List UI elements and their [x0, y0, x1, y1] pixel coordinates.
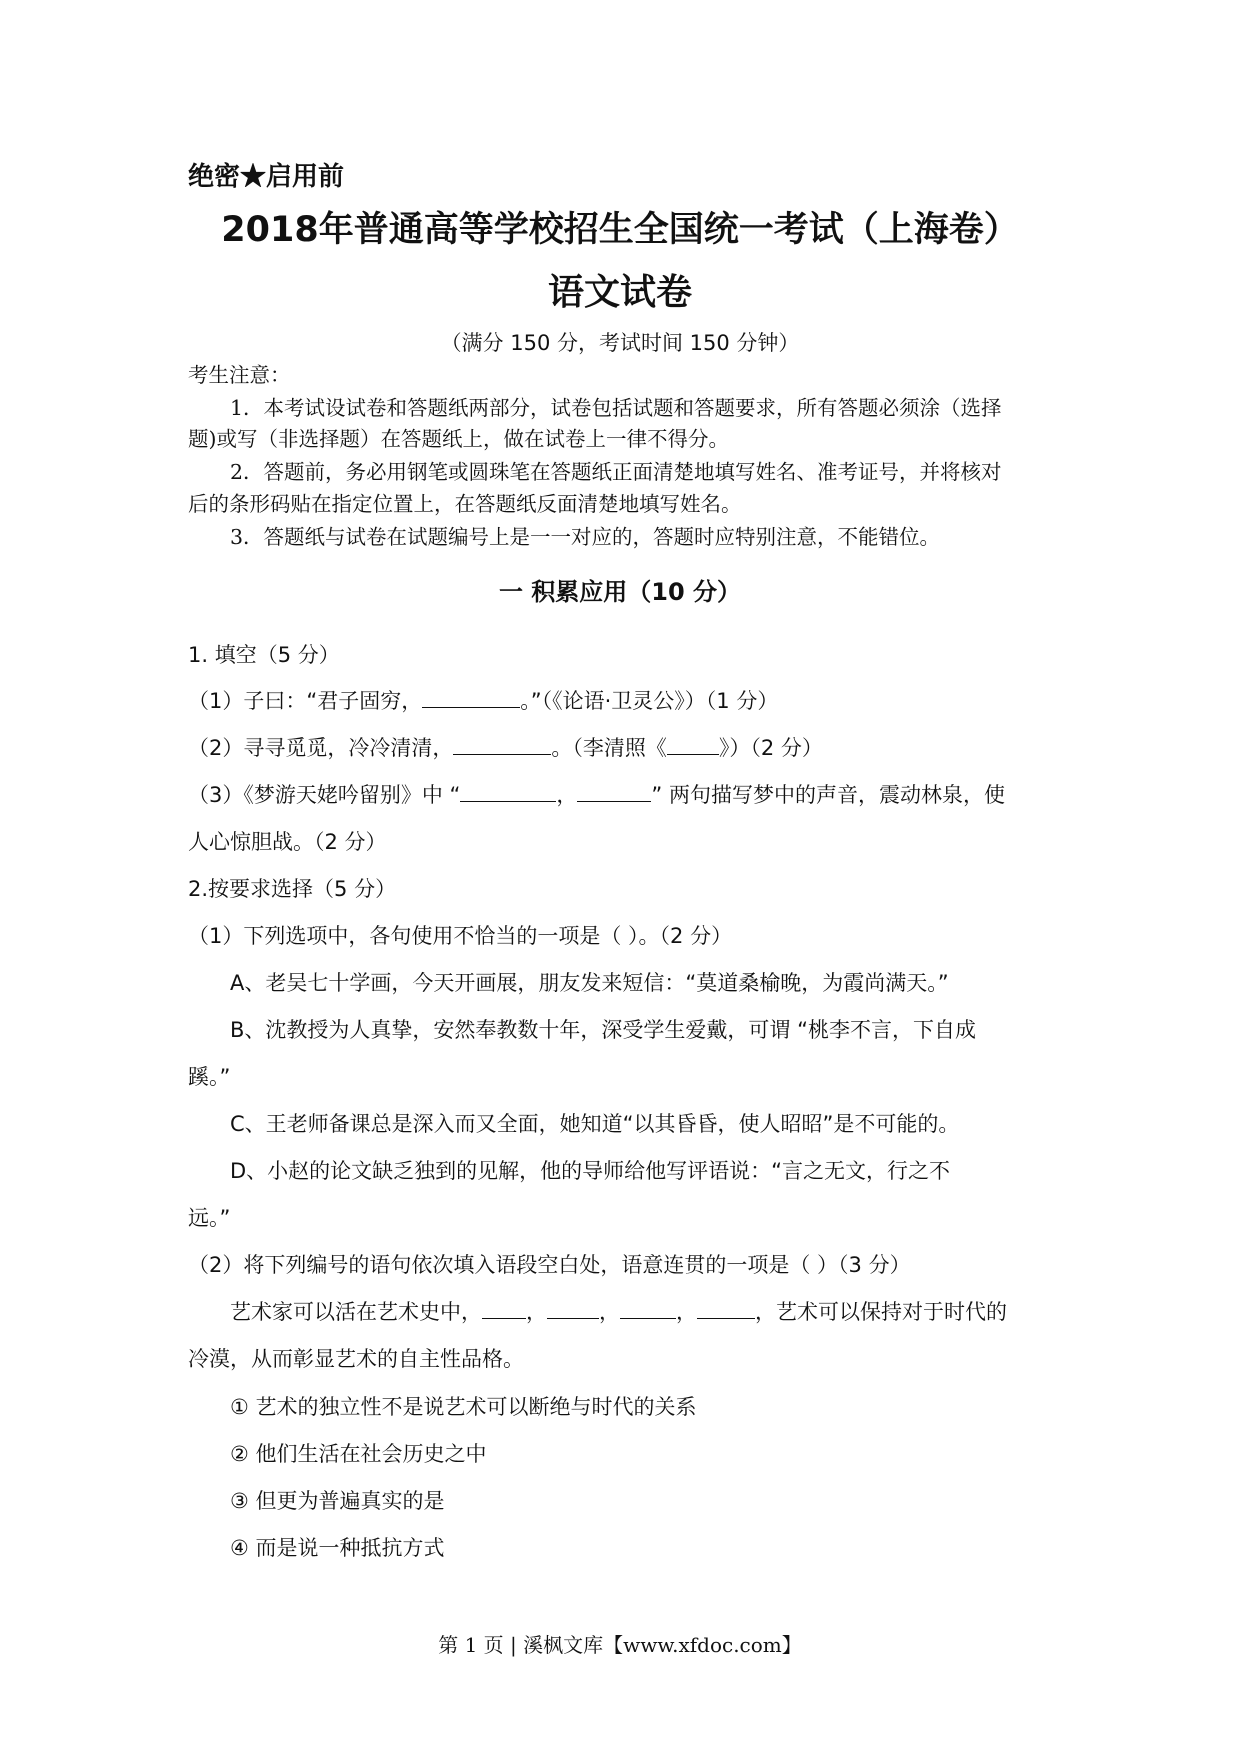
q1-part2-text-a: （2）寻寻觅觅，冷冷清清， — [188, 736, 454, 760]
q1-part3-text-a: （3）《梦游天姥吟留别》中 “ — [188, 783, 461, 807]
q1-part1-text-a: （1）子曰：“君子固穷， — [188, 689, 423, 713]
q1-part3-text-b: ， — [556, 783, 578, 807]
sentence-2: ② 他们生活在社会历史之中 — [230, 1442, 487, 1466]
answer-blank — [453, 734, 551, 755]
sentence-4: ④ 而是说一种抵抗方式 — [230, 1536, 445, 1560]
notice-item-1: 1．本考试设试卷和答题纸两部分，试卷包括试题和答题要求，所有答题必须涂（选择 — [230, 396, 1002, 420]
option-b: B、沈教授为人真挚，安然奉教数十年，深受学生爱戴，可谓 “桃李不言，下自成 — [230, 1018, 976, 1042]
comma: ， — [676, 1300, 697, 1324]
q2-sub2: （2）将下列编号的语句依次填入语段空白处，语意连贯的一项是（ ）（3 分） — [188, 1253, 911, 1277]
notice-item-3: 3．答题纸与试卷在试题编号上是一一对应的，答题时应特别注意，不能错位。 — [230, 525, 941, 549]
option-d: D、小赵的论文缺乏独到的见解，他的导师给他写评语说：“言之无文，行之不 — [230, 1159, 951, 1183]
answer-blank — [422, 687, 520, 708]
page-footer: 第 1 页 | 溪枫文库【www.xfdoc.com】 — [438, 1633, 802, 1657]
q1-part2-text-c: 》）（2 分） — [718, 736, 823, 760]
passage-line-2: 冷漠，从而彰显艺术的自主性品格。 — [188, 1347, 524, 1371]
q2-sub1: （1）下列选项中，各句使用不恰当的一项是（ ）。（2 分） — [188, 924, 733, 948]
q1-part3 — [188, 780, 1005, 810]
answer-blank — [460, 781, 556, 802]
notice-item-1-cont: 题)或写（非选择题）在答题纸上，做在试卷上一律不得分。 — [188, 427, 729, 451]
confidential-mark: 绝密★启用前 — [188, 162, 345, 192]
passage-text-b: ，艺术可以保持对于时代的 — [755, 1300, 1007, 1324]
comma: ， — [599, 1300, 620, 1324]
answer-blank — [697, 1298, 755, 1319]
subject-title: 语文试卷 — [547, 272, 692, 313]
section-title: 一 积累应用（10 分） — [498, 578, 742, 606]
q1-part3-text-c: ” 两句描写梦中的声音，震动林泉，使 — [651, 783, 1005, 807]
q1-part2-text-b: 。（李清照《 — [551, 736, 667, 760]
scoring-info: （满分 150 分，考试时间 150 分钟） — [440, 331, 800, 355]
q1-part3-cont: 人心惊胆战。（2 分） — [188, 830, 387, 854]
sentence-3: ③ 但更为普遍真实的是 — [230, 1489, 445, 1513]
comma: ， — [526, 1300, 547, 1324]
option-c: C、王老师备课总是深入而又全面，她知道“以其昏昏，使人昭昭”是不可能的。 — [230, 1112, 960, 1136]
notice-heading: 考生注意： — [188, 363, 291, 387]
q1-heading: 1. 填空（5 分） — [188, 643, 340, 667]
answer-blank — [482, 1298, 526, 1319]
answer-blank — [547, 1298, 599, 1319]
q2-heading: 2.按要求选择（5 分） — [188, 877, 397, 901]
answer-blank — [577, 781, 651, 802]
answer-blank — [667, 734, 719, 755]
q1-part1-text-b: 。”（《论语·卫灵公》）（1 分） — [520, 689, 779, 713]
option-b-cont: 蹊。” — [188, 1065, 231, 1089]
notice-item-2-cont: 后的条形码贴在指定位置上，在答题纸反面清楚地填写姓名。 — [188, 492, 742, 516]
passage-text-a: 艺术家可以活在艺术史中， — [230, 1300, 482, 1324]
q1-part1 — [188, 686, 778, 716]
option-a: A、老吴七十学画，今天开画展，朋友发来短信：“莫道桑榆晚，为霞尚满天。” — [230, 971, 949, 995]
sentence-1: ① 艺术的独立性不是说艺术可以断绝与时代的关系 — [230, 1395, 697, 1419]
answer-blank — [620, 1298, 676, 1319]
passage-line-1 — [230, 1297, 1007, 1327]
exam-title: 2018年普通高等学校招生全国统一考试（上海卷） — [221, 210, 1019, 250]
option-d-cont: 远。” — [188, 1206, 231, 1230]
notice-item-2: 2．答题前，务必用钢笔或圆珠笔在答题纸正面清楚地填写姓名、准考证号，并将核对 — [230, 460, 1002, 484]
q1-part2 — [188, 733, 823, 763]
